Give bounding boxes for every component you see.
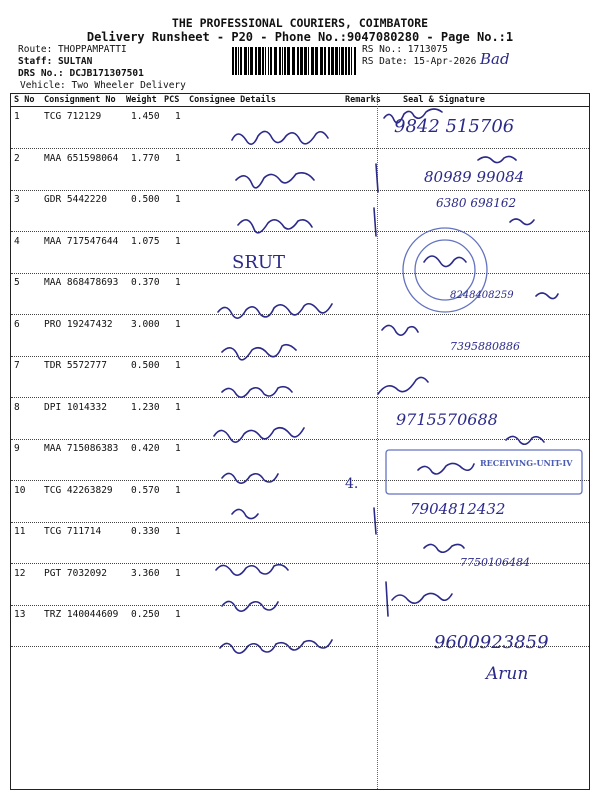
table-row [11, 564, 589, 606]
col-seal: Seal & Signature [403, 95, 485, 105]
barcode [232, 47, 358, 75]
row-weight: 1.230 [131, 401, 160, 413]
col-weight: Weight [126, 95, 157, 105]
phone-row-3: 6380 698162 [436, 196, 517, 210]
row-consignment-no: DPI 1014332 [44, 401, 107, 413]
phone-row-1: 9842 515706 [394, 116, 515, 137]
row-sno: 13 [14, 609, 26, 620]
row-weight: 0.500 [131, 194, 160, 205]
table-row [11, 232, 589, 274]
rs-number: RS No.: 1713075 [362, 44, 448, 55]
row-consignment-no: TCG 712129 [44, 111, 102, 122]
col-details: Consignee Details [189, 95, 276, 105]
row-pcs: 1 [175, 443, 181, 454]
remarks-row-9: 4. [345, 476, 359, 492]
row-weight: 0.370 [131, 277, 160, 288]
row-weight: 3.360 [131, 567, 160, 579]
col-remarks: Remarks [345, 95, 381, 105]
row-sno: 12 [14, 567, 26, 579]
row-consignment-no: MAA 715086383 [44, 443, 119, 454]
row-sno: 2 [14, 152, 20, 164]
phone-row-2: 80989 99084 [424, 168, 525, 186]
drs-number: DRS No.: DCJB171307501 [18, 68, 144, 79]
col-sno: S No [14, 95, 35, 105]
table-row [11, 398, 589, 440]
signature-arun: Arun [486, 664, 529, 684]
row-pcs: 1 [175, 111, 181, 122]
row-pcs: 1 [175, 277, 181, 288]
row-sno: 1 [14, 111, 20, 122]
row-sno: 4 [14, 235, 20, 247]
row-pcs: 1 [175, 152, 181, 164]
phone-row-6: 7395880886 [450, 340, 520, 353]
row-weight: 0.500 [131, 360, 160, 371]
row-sno: 5 [14, 277, 20, 288]
bad-handwritten-mark: Bad [480, 50, 510, 68]
row-weight: 0.330 [131, 526, 160, 537]
row-consignment-no: GDR 5442220 [44, 194, 107, 205]
row-weight: 0.570 [131, 484, 160, 496]
company-name: THE PROFESSIONAL COURIERS, COIMBATORE [171, 16, 429, 30]
handwritten-srut: SRUT [232, 252, 286, 273]
phone-row-11: 7750106484 [460, 556, 530, 569]
row-consignment-no: PRO 19247432 [44, 318, 113, 330]
rs-date: RS Date: 15-Apr-2026 [362, 56, 477, 67]
row-sno: 3 [14, 194, 20, 205]
col-consignment: Consignment No [44, 95, 116, 105]
row-pcs: 1 [175, 194, 181, 205]
row-consignment-no: TCG 711714 [44, 526, 102, 537]
row-sno: 11 [14, 526, 26, 537]
phone-row-10: 7904812432 [410, 500, 506, 518]
row-sno: 7 [14, 360, 20, 371]
row-consignment-no: MAA 717547644 [44, 235, 119, 247]
staff-label: Staff: SULTAN [18, 56, 93, 67]
row-weight: 0.250 [131, 609, 160, 620]
row-pcs: 1 [175, 526, 181, 537]
row-sno: 10 [14, 484, 26, 496]
row-pcs: 1 [175, 484, 181, 496]
row-consignment-no: MAA 868478693 [44, 277, 119, 288]
table-header [11, 94, 589, 107]
row-pcs: 1 [175, 318, 181, 330]
row-consignment-no: MAA 651598064 [44, 152, 119, 164]
table-row [11, 356, 589, 398]
row-weight: 0.420 [131, 443, 160, 454]
row-consignment-no: PGT 7032092 [44, 567, 107, 579]
row-pcs: 1 [175, 609, 181, 620]
phone-row-13: 9600923859 [434, 632, 549, 653]
row-pcs: 1 [175, 235, 181, 247]
row-weight: 3.000 [131, 318, 160, 330]
stamp-text: RECEIVING-UNIT-IV [480, 458, 573, 468]
route-label: Route: THOPPAMPATTI [18, 44, 127, 55]
phone-row-5: 8248408259 [450, 290, 514, 301]
phone-row-8: 9715570688 [396, 410, 498, 429]
row-weight: 1.450 [131, 111, 160, 122]
col-pcs: PCS [164, 95, 180, 105]
row-consignment-no: TCG 42263829 [44, 484, 113, 496]
row-consignment-no: TDR 5572777 [44, 360, 107, 371]
row-sno: 9 [14, 443, 20, 454]
row-consignment-no: TRZ 140044609 [44, 609, 119, 620]
runsheet-subtitle: Delivery Runsheet - P20 - Phone No.:9047080280 - Page No.:1 [86, 30, 514, 44]
row-pcs: 1 [175, 360, 181, 371]
row-sno: 8 [14, 401, 20, 413]
vehicle-label: Vehicle: Two Wheeler Delivery [20, 80, 186, 91]
row-pcs: 1 [175, 401, 181, 413]
row-pcs: 1 [175, 567, 181, 579]
row-weight: 1.770 [131, 152, 160, 164]
row-sno: 6 [14, 318, 20, 330]
row-weight: 1.075 [131, 235, 160, 247]
